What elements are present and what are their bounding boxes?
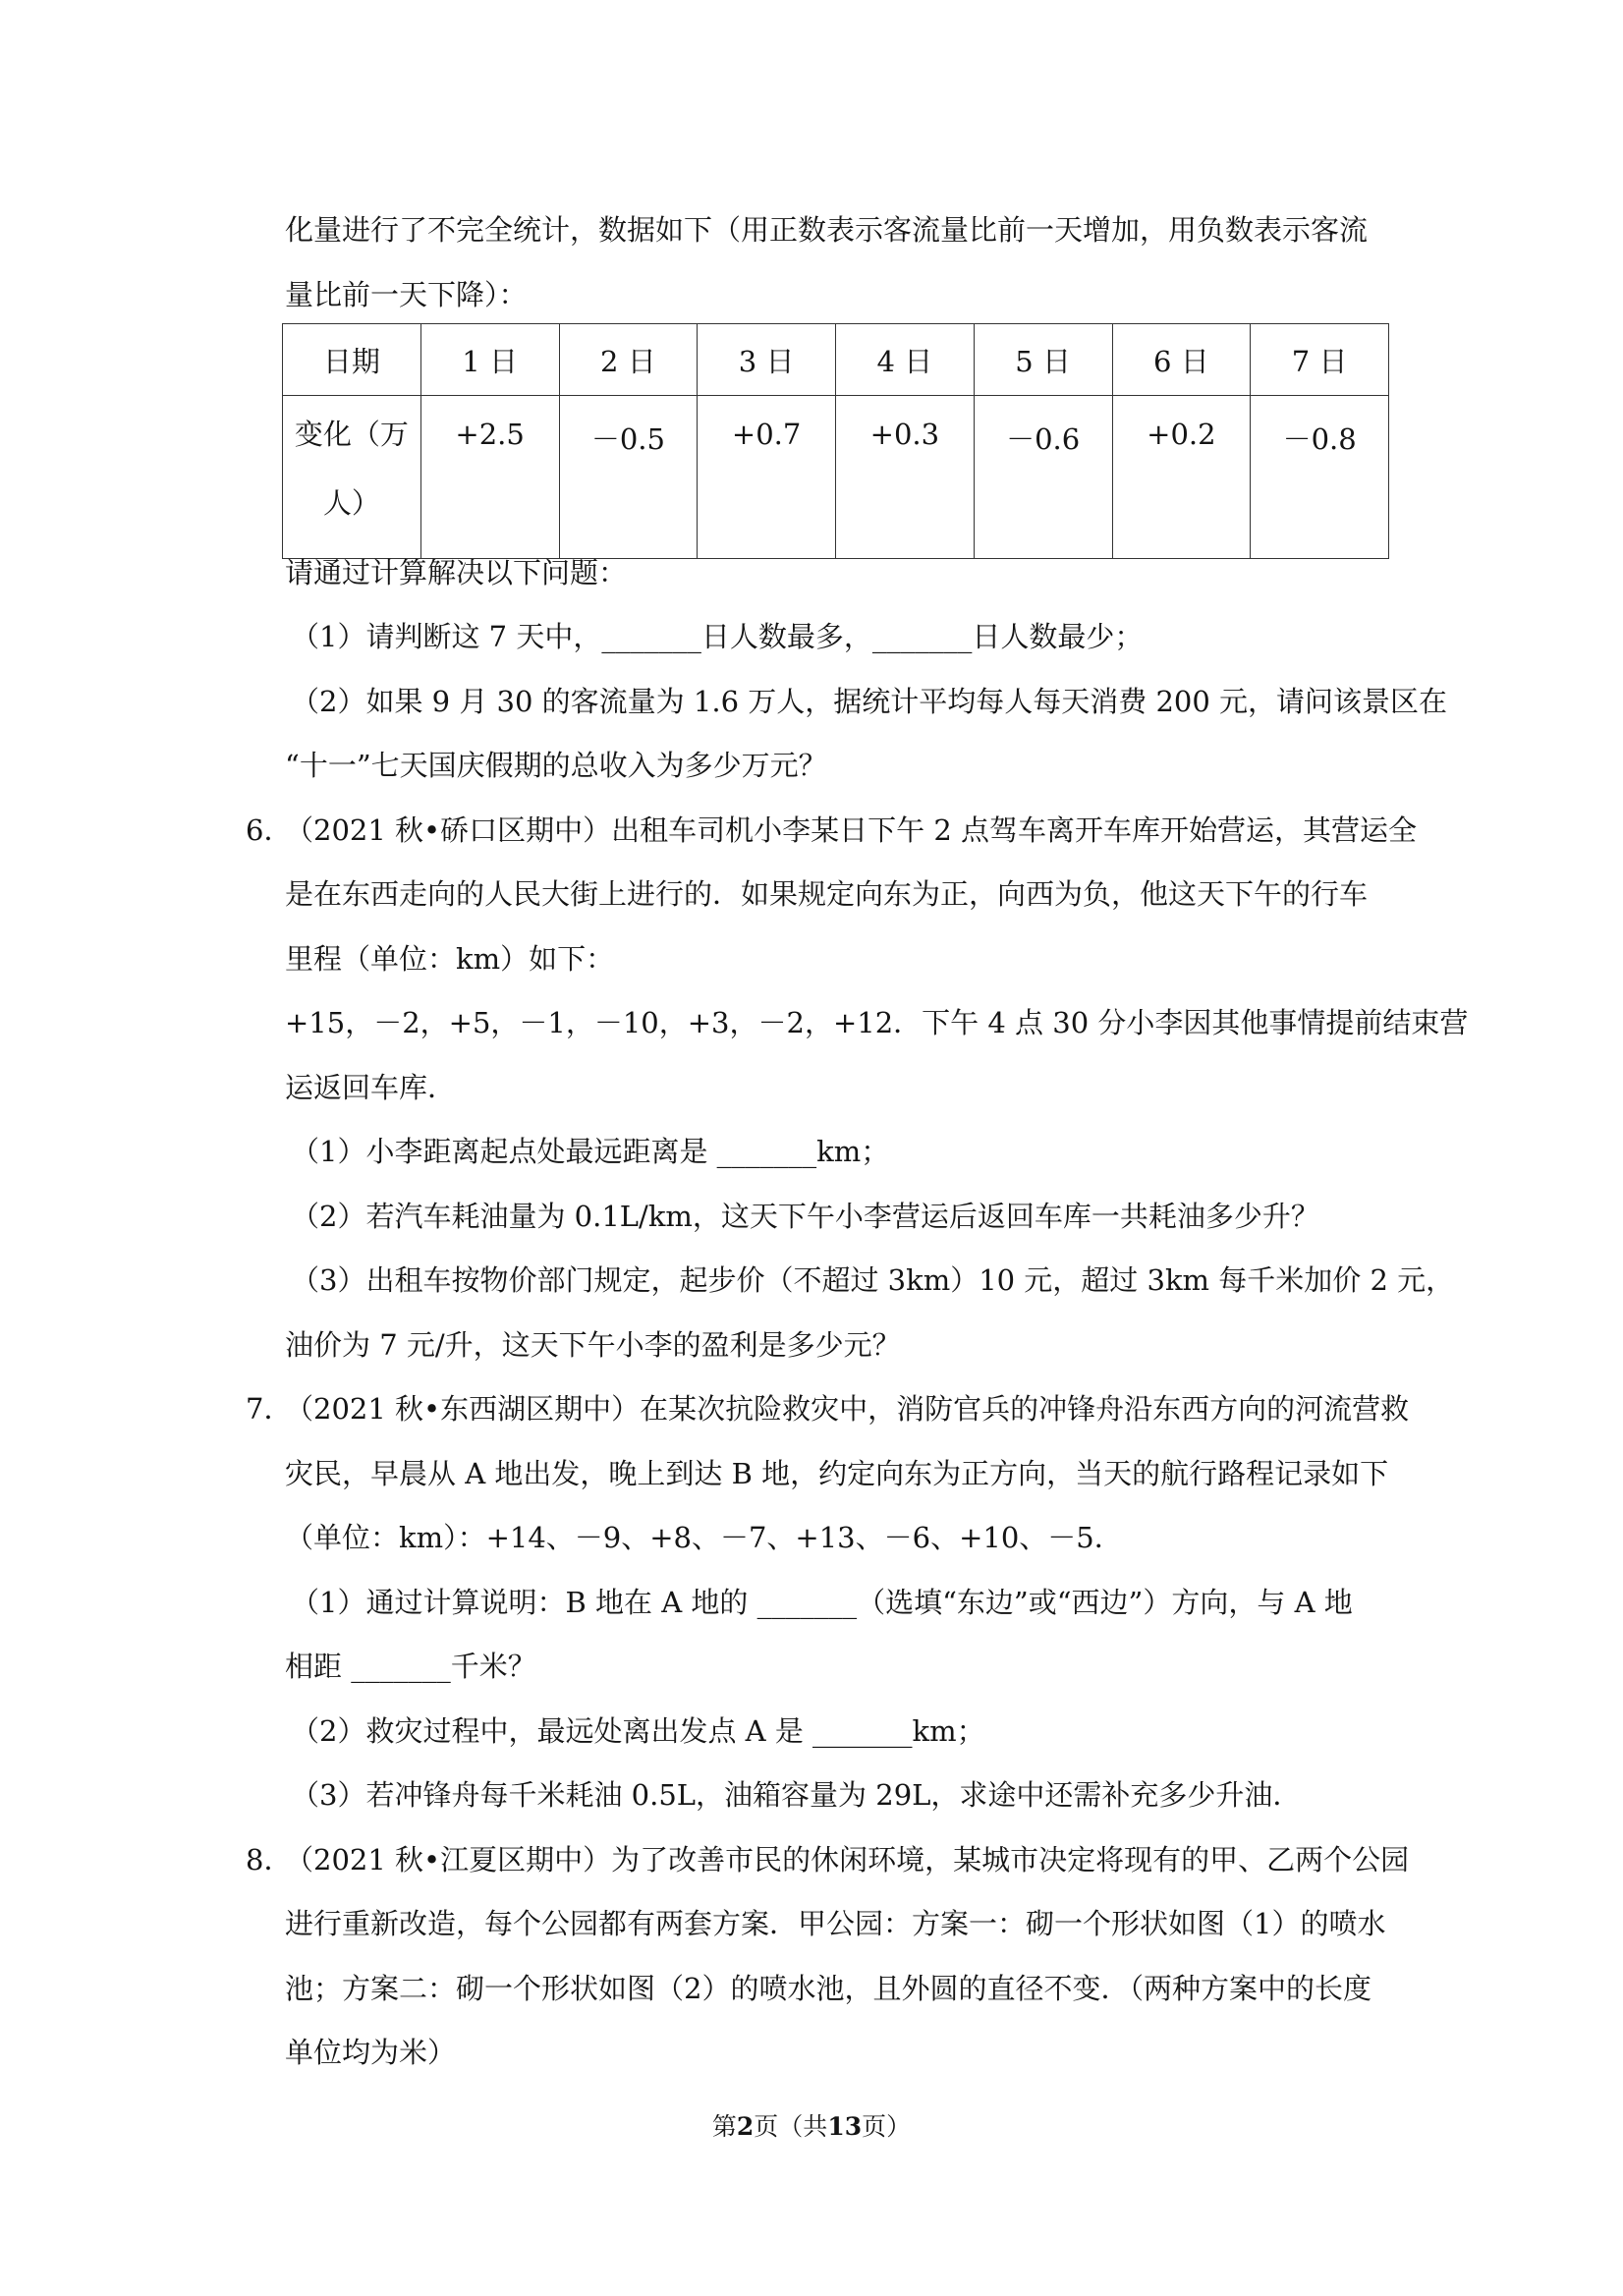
table-header-cell: 5 日 xyxy=(974,324,1112,396)
q5-part-1: （1）请判断这 7 天中，_______日人数最多，_______日人数最少； xyxy=(291,620,1144,653)
q7-part-3: （3）若冲锋舟每千米耗油 0.5L，油箱容量为 29L，求途中还需补充多少升油． xyxy=(291,1778,1302,1812)
q6-line-4: +15，－2，+5，－1，－10，+3，－2，+12．下午 4 点 30 分小李因其他事情提前结束营 xyxy=(285,1006,1469,1039)
page-footer xyxy=(0,2109,1623,2145)
table-cell: +0.3 xyxy=(836,396,975,559)
intro-line-2: 量比前一天下降）： xyxy=(285,278,528,311)
q6-part-3-line-2: 油价为 7 元/升，这天下午小李的盈利是多少元？ xyxy=(285,1328,901,1362)
q7-line-1: （2021 秋•东西湖区期中）在某次抗险救灾中，消防官兵的冲锋舟沿东西方向的河流营救 xyxy=(285,1392,1410,1426)
q7-part-2: （2）救灾过程中，最远处离出发点 A 是 _______km； xyxy=(291,1714,985,1748)
table-header-row xyxy=(283,324,1389,396)
table-header-cell: 7 日 xyxy=(1251,324,1389,396)
row-label-line-1: 变化（万 xyxy=(294,418,409,451)
row-label-line-2: 人） xyxy=(322,486,380,520)
q7-line-3: （单位：km）：+14、－9、+8、－7、+13、－6、+10、－5． xyxy=(285,1521,1123,1554)
q5-part-2-line-1: （2）如果 9 月 30 的客流量为 1.6 万人，据统计平均每人每天消费 200 元，请问该景区在 xyxy=(291,685,1448,718)
q5-prompt: 请通过计算解决以下问题： xyxy=(285,556,628,589)
table-cell: －0.6 xyxy=(974,396,1112,559)
footer-post: 页） xyxy=(862,2112,912,2141)
q8-line-3: 池；方案二：砌一个形状如图（2）的喷水池，且外圆的直径不变．（两种方案中的长度 xyxy=(285,1972,1371,2005)
q7-part-1-line-2: 相距 _______千米？ xyxy=(285,1650,536,1683)
q6-line-2: 是在东西走向的人民大街上进行的．如果规定向东为正，向西为负，他这天下午的行车 xyxy=(285,877,1369,911)
table-cell: －0.5 xyxy=(559,396,698,559)
q5-part-2-line-2: “十一”七天国庆假期的总收入为多少万元？ xyxy=(285,749,827,782)
table-header-cell: 4 日 xyxy=(836,324,975,396)
table-header-cell: 2 日 xyxy=(559,324,698,396)
q7-number: 7． xyxy=(246,1392,293,1426)
q6-number: 6． xyxy=(246,813,293,847)
table-row xyxy=(283,396,1389,559)
q6-part-2: （2）若汽车耗油量为 0.1L/km，这天下午小李营运后返回车库一共耗油多少升？ xyxy=(291,1200,1319,1233)
footer-total-pages: 13 xyxy=(827,2112,863,2141)
q7-line-2: 灾民，早晨从 A 地出发，晚上到达 B 地，约定向东为正方向，当天的航行路程记录如下 xyxy=(285,1457,1389,1490)
q6-part-1: （1）小李距离起点处最远距离是 _______km； xyxy=(291,1135,890,1168)
table-header-cell: 日期 xyxy=(283,324,421,396)
q6-line-1: （2021 秋•硚口区期中）出租车司机小李某日下午 2 点驾车离开车库开始营运，其营运全 xyxy=(285,813,1418,847)
visitor-flow-table xyxy=(282,323,1389,559)
footer-mid: 页（共 xyxy=(754,2112,828,2141)
q8-line-1: （2021 秋•江夏区期中）为了改善市民的休闲环境，某城市决定将现有的甲、乙两个公园 xyxy=(285,1843,1410,1876)
table-cell: －0.8 xyxy=(1251,396,1389,559)
q6-line-5: 运返回车库． xyxy=(285,1071,457,1104)
q8-line-4: 单位均为米） xyxy=(285,2036,457,2069)
q6-line-3: 里程（单位：km）如下： xyxy=(285,942,615,976)
q8-line-2: 进行重新改造，每个公园都有两套方案．甲公园：方案一：砌一个形状如图（1）的喷水 xyxy=(285,1907,1386,1940)
q8-number: 8． xyxy=(246,1843,293,1876)
footer-pre: 第 xyxy=(711,2112,737,2141)
intro-line-1: 化量进行了不完全统计，数据如下（用正数表示客流量比前一天增加，用负数表示客流 xyxy=(285,213,1369,247)
table-cell: +2.5 xyxy=(420,396,559,559)
table-header-cell: 3 日 xyxy=(698,324,836,396)
row-label-cell xyxy=(283,396,421,559)
table-header-cell: 6 日 xyxy=(1112,324,1251,396)
table-cell: +0.7 xyxy=(698,396,836,559)
table-cell: +0.2 xyxy=(1112,396,1251,559)
table-header-cell: 1 日 xyxy=(420,324,559,396)
q6-part-3-line-1: （3）出租车按物价部门规定，起步价（不超过 3km）10 元，超过 3km 每千米加价 2 元， xyxy=(291,1263,1455,1297)
q7-part-1-line-1: （1）通过计算说明：B 地在 A 地的 _______（选填“东边”或“西边”）方向，与 A 地 xyxy=(291,1586,1353,1619)
footer-page-number: 2 xyxy=(736,2112,755,2141)
